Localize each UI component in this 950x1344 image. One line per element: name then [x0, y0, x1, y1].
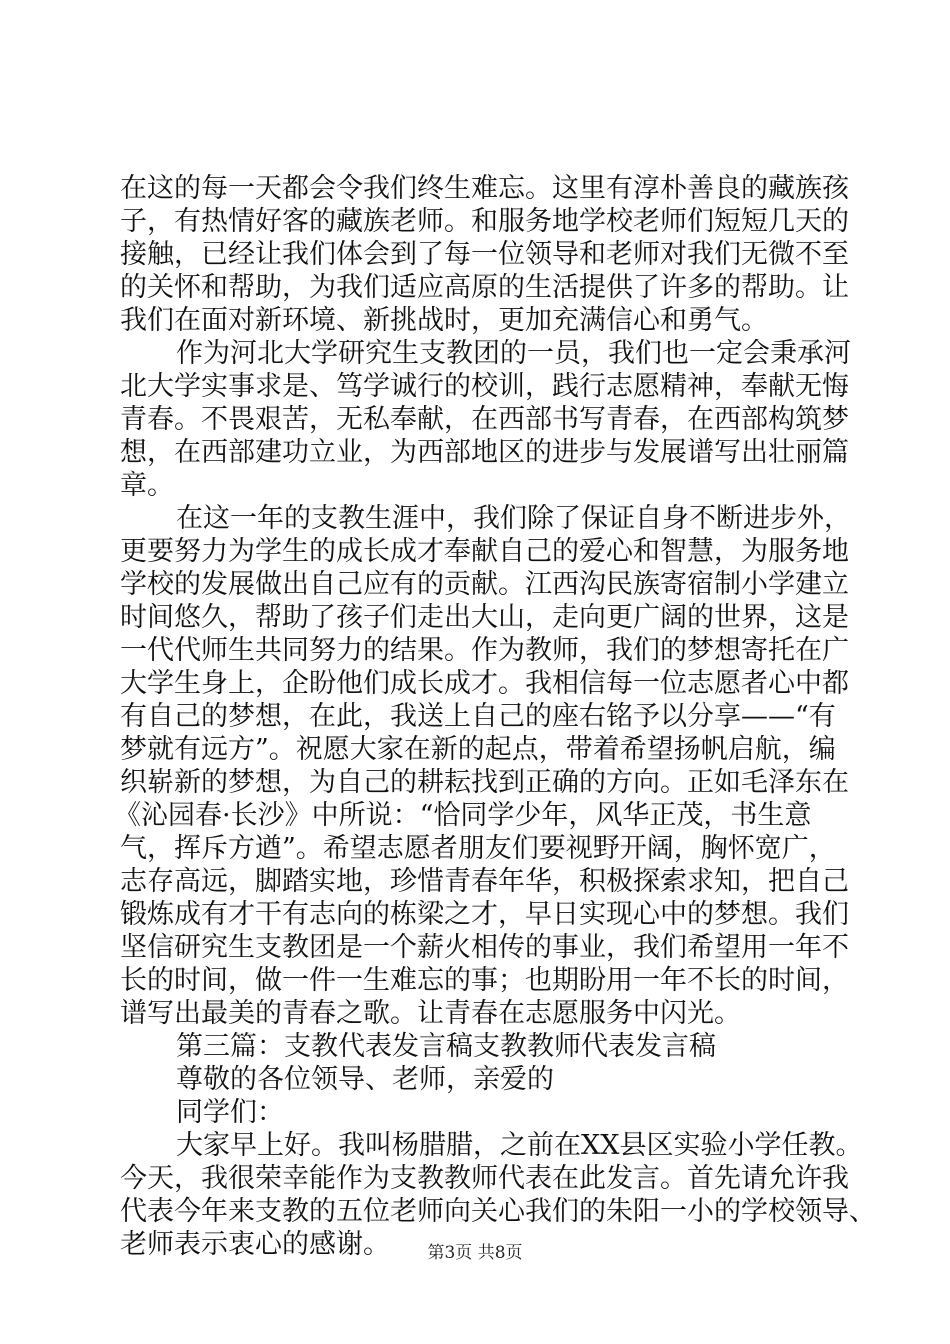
paragraph-first-line: 在这一年的支教生涯中，我们除了保证自身不断进步外，: [176, 503, 851, 534]
text-line: 在这的每一天都会令我们终生难忘。这里有淳朴善良的藏族孩: [120, 173, 849, 204]
text-line: 锻炼成有才干有志向的栋梁之才，早日实现心中的梦想。我们: [120, 899, 849, 930]
text-line: 章。: [120, 470, 174, 501]
text-line: 坚信研究生支教团是一个薪火相传的事业，我们希望用一年不: [120, 932, 849, 963]
text-line: 更要努力为学生的成长成才奉献自己的爱心和智慧，为服务地: [120, 536, 849, 567]
text-line: 我们在面对新环境、新挑战时，更加充满信心和勇气。: [120, 305, 768, 336]
text-line: 时间悠久，帮助了孩子们走出大山，走向更广阔的世界，这是: [120, 602, 849, 633]
text-line: 子，有热情好客的藏族老师。和服务地学校老师们短短几天的: [120, 206, 849, 237]
text-line: 长的时间，做一件一生难忘的事；也期盼用一年不长的时间，: [120, 965, 849, 996]
text-line: 学校的发展做出自己应有的贡献。江西沟民族寄宿制小学建立: [120, 569, 849, 600]
text-line: 青春。不畏艰苦，无私奉献，在西部书写青春，在西部构筑梦: [120, 404, 849, 435]
final-text-line: 老师表示衷心的感谢。: [120, 1229, 390, 1260]
text-line: 想，在西部建功立业，为西部地区的进步与发展谱写出壮丽篇: [120, 437, 849, 468]
text-line: 梦就有远方”。祝愿大家在新的起点，带着希望扬帆启航，编: [120, 734, 836, 765]
text-line: 代表今年来支教的五位老师向关心我们的朱阳一小的学校领导、: [120, 1196, 876, 1227]
text-line: 气，挥斥方遒”。希望志愿者朋友们要视野开阔，胸怀宽广，: [120, 833, 836, 864]
text-line: 的关怀和帮助，为我们适应高原的生活提供了许多的帮助。让: [120, 272, 849, 303]
salutation-line: 尊敬的各位领导、老师，亲爱的: [176, 1064, 554, 1095]
text-line: 有自己的梦想，在此，我送上自己的座右铭予以分享——“有: [120, 701, 836, 732]
text-line: 今天，我很荣幸能作为支教教师代表在此发言。首先请允许我: [120, 1163, 849, 1194]
paragraph-first-line: 大家早上好。我叫杨腊腊，之前在XX县区实验小学任教。: [176, 1130, 863, 1161]
text-line: 大学生身上，企盼他们成长成才。我相信每一位志愿者心中都: [120, 668, 849, 699]
text-line: 一代代师生共同努力的结果。作为教师，我们的梦想寄托在广: [120, 635, 849, 666]
text-line: 谱写出最美的青春之歌。让青春在志愿服务中闪光。: [120, 998, 741, 1029]
text-line: 接触，已经让我们体会到了每一位领导和老师对我们无微不至: [120, 239, 849, 270]
text-line: 《沁园春·长沙》中所说：“恰同学少年，风华正茂，书生意: [114, 800, 812, 831]
text-line: 北大学实事求是、笃学诚行的校训，践行志愿精神，奉献无悔: [120, 371, 849, 402]
text-line: 织崭新的梦想，为自己的耕耘找到正确的方向。正如毛泽东在: [120, 767, 849, 798]
paragraph-first-line: 作为河北大学研究生支教团的一员，我们也一定会秉承河: [176, 338, 851, 369]
page-number-footer: 第3页 共8页: [427, 1243, 523, 1263]
text-line: 志存高远，脚踏实地，珍惜青春年华，积极探索求知，把自己: [120, 866, 849, 897]
section-heading: 第三篇：支教代表发言稿支教教师代表发言稿: [176, 1031, 716, 1062]
salutation-line: 同学们：: [176, 1097, 284, 1128]
